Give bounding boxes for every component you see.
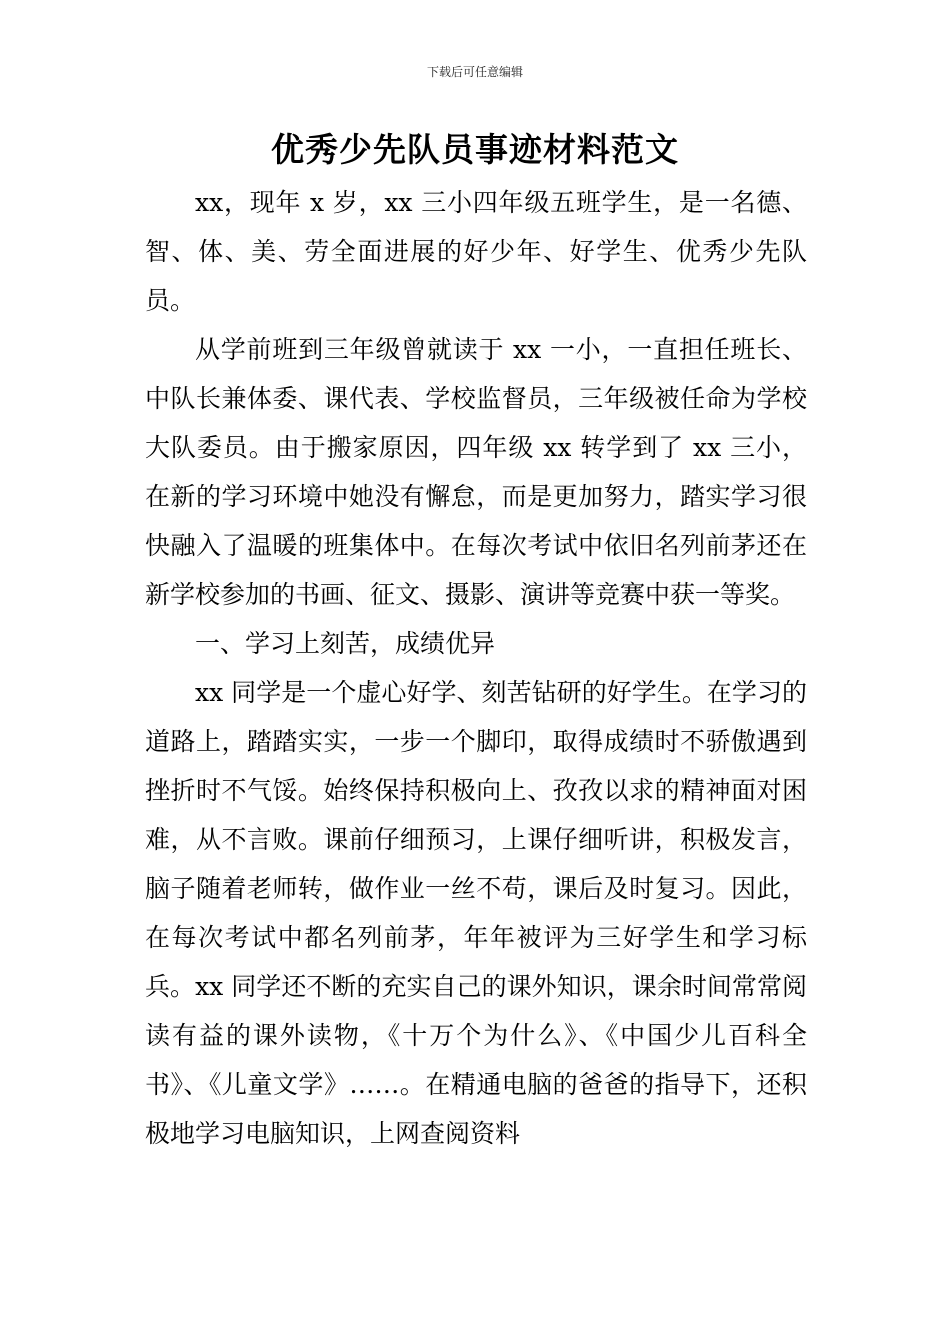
paragraph-intro: xx，现年 x 岁，xx 三小四年级五班学生，是一名德、智、体、美、劳全面进展的好少年、好学生、优秀少先队员。 — [145, 188, 807, 315]
paragraph-study: xx 同学是一个虚心好学、刻苦钻研的好学生。在学习的道路上，踏踏实实，一步一个脚印，取得成绩时不骄傲遇到挫折时不气馁。始终保持积极向上、孜孜以求的精神面对困难，从不言败。课前仔细预习，上课仔细听讲，积极发言，脑子随着老师转，做作业一丝不苟，课后及时复习。因此，在每次考试中都名列前茅，年年被评为三好学生和学习标兵。xx 同学还不断的充实自己的课外知识，课余时间常常阅读有益的课外读物，《十万个为什么》、《中国少儿百科全书》、《儿童文学》……。在精通电脑的爸爸的指导下，还积极地学习电脑知识，上网查阅资料 — [145, 678, 807, 1148]
header-note: 下载后可任意编辑 — [426, 65, 523, 79]
document-title: 优秀少先队员事迹材料范文 — [271, 130, 679, 169]
section-heading: 一、学习上刻苦，成绩优异 — [195, 629, 496, 658]
paragraph-background: 从学前班到三年级曾就读于 xx 一小，一直担任班长、中队长兼体委、课代表、学校监督员，三年级被任命为学校大队委员。由于搬家原因，四年级 xx 转学到了 xx 三小，在新的学习环境中她没有懈怠，而是更加努力，踏实学习很快融入了温暖的班集体中。在每次考试中依旧名列前茅还在新学校参加的书画、征文、摄影、演讲等竞赛中获一等奖。 — [145, 335, 807, 609]
document-body — [145, 178, 807, 1158]
